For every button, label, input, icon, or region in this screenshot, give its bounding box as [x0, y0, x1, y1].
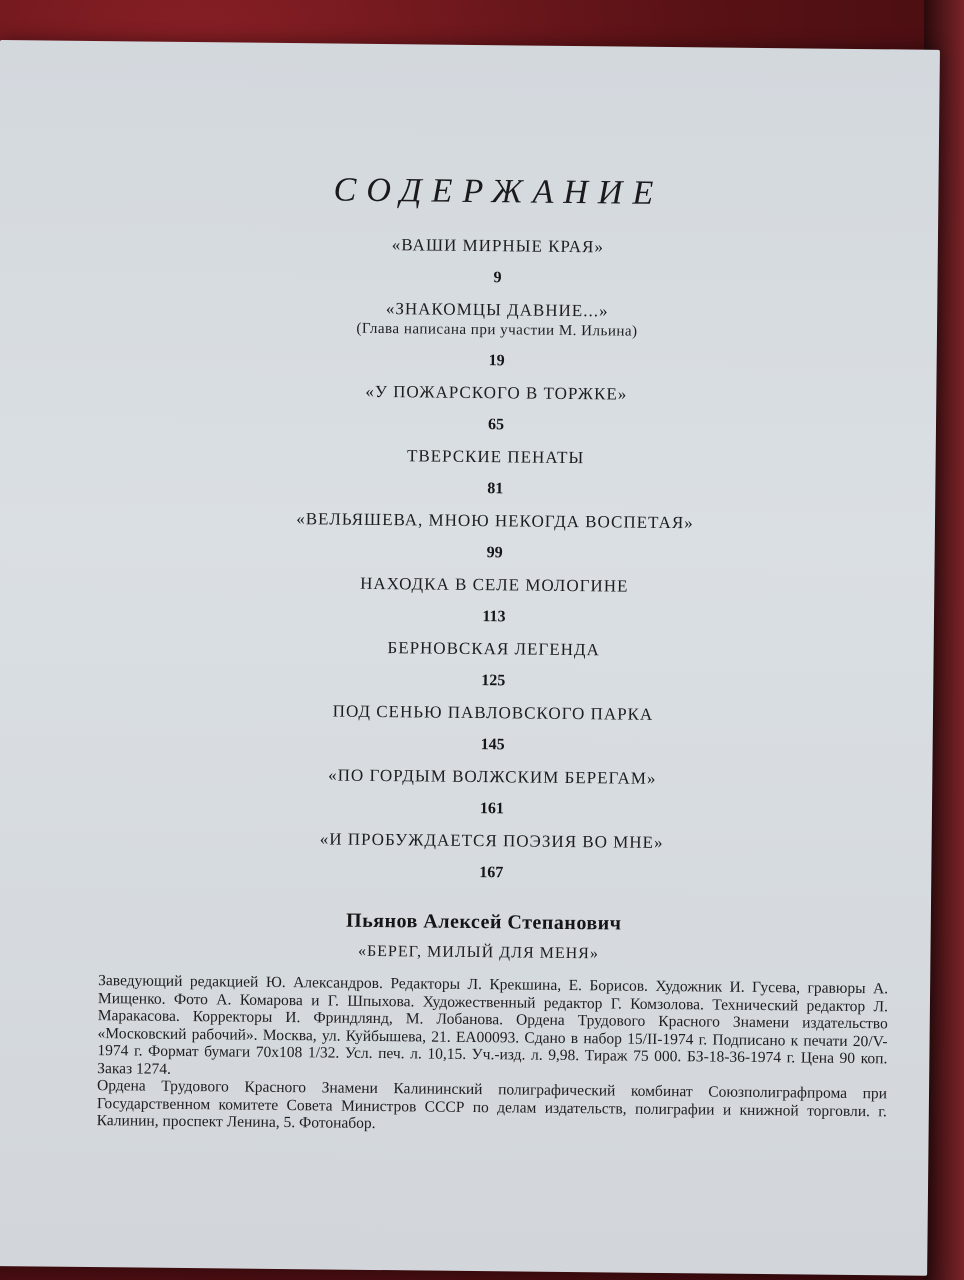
toc-entry-title: «ПО ГОРДЫМ ВОЛЖСКИМ БЕРЕГАМ»	[328, 765, 657, 788]
imprint-block	[97, 907, 889, 1138]
toc-entry-title: НАХОДКА В СЕЛЕ МОЛОГИНЕ	[360, 573, 629, 596]
toc-entry	[0, 569, 964, 633]
toc-entry-page: 9	[493, 269, 502, 287]
colophon-publishing-details: Заведующий редакцией Ю. Александров. Редакторы Л. Крекшина, Е. Борисов. Художник И. Гусева, гравюры А. Мищенко. Фото А. Комарова и Г. Шпыхова. Художественный редактор Г. Комзолова. Технический редактор Л. Маракасова. Корректоры И. Фриндлянд, М. Лобанова. Ордена Трудового Красного Знамени издательство «Московский рабочий». Москва, ул. Куйбышева, 21. ЕА00093. Сдано в набор 15/II-1974 г. Подписано к печати 20/V-1974 г. Формат бумаги 70х108 1/32. Усл. печ. л. 10,15. Уч.-изд. л. 9,98. Тираж 75 000. БЗ-18-36-1974 г. Цена 90 коп. Заказ 1274.	[97, 972, 889, 1078]
toc-entry-page: 145	[480, 736, 505, 754]
toc-entry-page: 167	[479, 864, 504, 882]
toc-entry-note: (Глава написана при участии М. Ильина)	[356, 320, 638, 340]
toc-entry-page: 65	[487, 416, 505, 434]
toc-entry-page: 113	[482, 608, 506, 626]
toc-entry-title: «ЗНАКОМЦЫ ДАВНИЕ...»	[385, 299, 609, 321]
toc-entry-title: «И ПРОБУЖДАЕТСЯ ПОЭЗИЯ ВО МНЕ»	[319, 829, 664, 852]
toc-entry	[0, 825, 964, 889]
toc-entry-title: «ВАШИ МИРНЫЕ КРАЯ»	[391, 235, 604, 257]
toc-entry	[0, 761, 964, 825]
toc-entry-page: 81	[487, 480, 504, 498]
toc-entry	[0, 441, 964, 505]
toc-entry-title: ТВЕРСКИЕ ПЕНАТЫ	[406, 446, 585, 468]
toc-entry	[0, 377, 964, 441]
toc-entry-title: БЕРНОВСКАЯ ЛЕГЕНДА	[387, 638, 600, 660]
toc-entry	[0, 294, 964, 377]
toc-entry-title: ПОД СЕНЬЮ ПАВЛОВСКОГО ПАРКА	[332, 701, 654, 724]
colophon	[97, 972, 889, 1138]
colophon-printing-details: Ордена Трудового Красного Знамени Калининский полиграфический комбинат Союзполиграфпрома при Государственном комитете Совета Министров СССР по делам издательств, полиграфии и книжной торговли. г. Калинин, проспект Ленина, 5. Фотонабор.	[96, 1077, 888, 1132]
toc-entry-title: «ВЕЛЬЯШЕВА, МНОЮ НЕКОГДА ВОСПЕТАЯ»	[296, 509, 694, 533]
toc-entry-title: «У ПОЖАРСКОГО В ТОРЖКЕ»	[365, 381, 628, 404]
toc-entry	[0, 633, 964, 697]
book-title: «БЕРЕГ, МИЛЫЙ ДЛЯ МЕНЯ»	[357, 942, 599, 963]
author-name: Пьянов Алексей Степанович	[345, 909, 622, 935]
toc-entry-page: 19	[488, 352, 505, 370]
toc-entry-page: 161	[479, 800, 505, 818]
book-page	[0, 40, 940, 1276]
toc-entry	[0, 505, 964, 569]
toc-entry-page: 125	[481, 672, 506, 690]
contents-heading: СОДЕРЖАНИЕ	[333, 171, 664, 212]
toc-entry	[0, 697, 964, 761]
toc-entry	[0, 230, 964, 294]
table-of-contents	[0, 230, 964, 899]
toc-entry-page: 99	[486, 544, 503, 562]
